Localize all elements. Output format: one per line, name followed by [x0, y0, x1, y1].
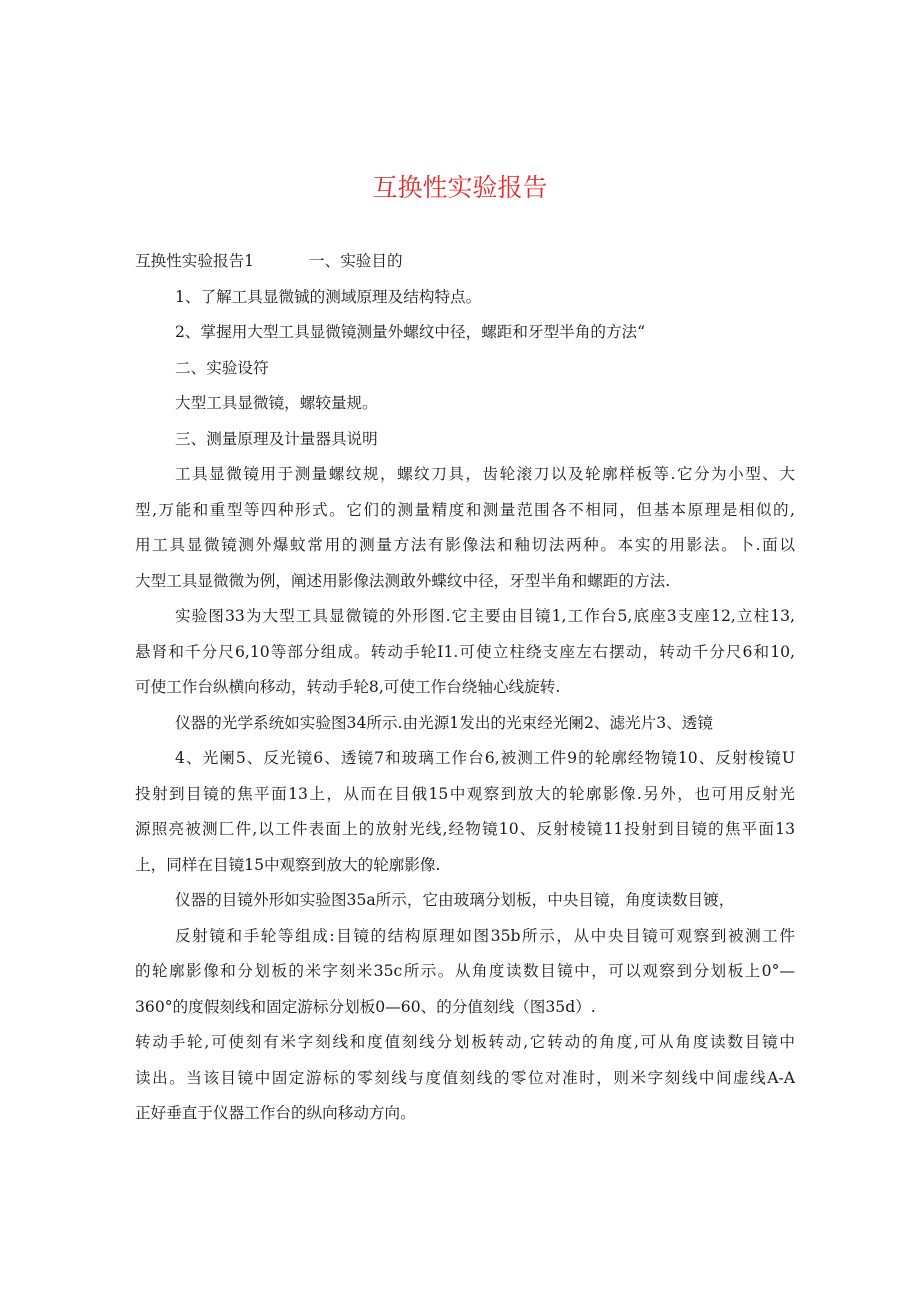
paragraph-line — [135, 1061, 795, 1097]
section-heading-purpose: 一、实验目的 — [309, 252, 403, 270]
paragraph-line — [135, 670, 795, 706]
paragraph-line-text: 二、实验设符 — [175, 358, 269, 377]
paragraph-line-text: 反射镜和手轮等组成:目镜的结构原理如图35b所示，从中央目镜可观察到被测工件 — [175, 926, 795, 945]
paragraph-line — [135, 564, 795, 600]
paragraph-line — [135, 457, 795, 493]
paragraph-line — [135, 493, 795, 529]
paragraph-line — [135, 1025, 795, 1061]
paragraph-line-text: 转动手轮,可使刻有米字刻线和度值刻线分划板转动,它转动的角度,可从角度读数目镜中 — [135, 1033, 795, 1051]
paragraph-line — [135, 777, 795, 813]
paragraph-line — [135, 954, 795, 990]
paragraph-line — [135, 741, 795, 777]
paragraph-line — [135, 635, 795, 671]
paragraph-line — [135, 706, 795, 742]
paragraph-line-text: 悬肾和千分尺6,10等部分组成。转动手轮I1.可使立柱绕支座左右摆动，转动千分尺6和10, — [135, 642, 795, 661]
report-number-label: 互换性实验报告1 — [135, 252, 255, 270]
paragraph-line-text: 型,万能和重型等四种形式。它们的测量精度和测量范围各不相同，但基本原理是相似的, — [135, 500, 795, 519]
paragraph-line-text: 仪器的光学系统如实验图34所示.由光源1发出的光束经光阑2、滤光片3、透镜 — [175, 713, 713, 732]
paragraph-line — [135, 812, 795, 848]
paragraph-line-text: 可使工作台纵横向移动，转动手轮8,可使工作台绕轴心线旋转. — [135, 678, 561, 696]
document-body — [135, 244, 795, 1132]
paragraph-line-text: 用工具显微镜测外爆蚊常用的测量方法有影像法和釉切法两种。本实的用影法。卜.面以 — [135, 536, 795, 554]
paragraph-line-text: 源照亮被测匚件,以工件表面上的放射光线,经物镜10、反射棱镜11投射到目镜的焦平面13 — [135, 820, 795, 838]
paragraph-line-text: 实验图33为大型工具显微镜的外形图.它主要由目镜1,工作台5,底座3支座12,立柱13, — [175, 607, 795, 625]
paragraph-line-text: 大型工具显微微为例，阐述用影像法测敢外蝶纹中径，牙型半角和螺距的方法. — [135, 571, 671, 590]
paragraph-line-text: 仪器的目镜外形如实验图35a所示，它由玻璃分划板，中央目镜，角度读数目镀， — [175, 891, 735, 909]
paragraph-line-text: 的轮廓影像和分划板的米字刻米35c所示。从角度读数目镜中，可以观察到分划板上0°— — [135, 962, 795, 980]
paragraph-line — [135, 351, 795, 387]
paragraph-line-text: 4、光阑5、反光镜6、透镜7和玻璃工作台6,被测工件9的轮廓经物镜10、反射梭镜U — [175, 749, 795, 767]
paragraph-line-text: 三、测量原理及计量器具说明 — [175, 429, 378, 448]
paragraph-line-text: 360°的度假刻线和固定游标分划板0—60、的分值刻线（图35d）. — [135, 997, 596, 1016]
document-title: 互换性实验报告 — [372, 173, 548, 202]
paragraph-line — [135, 848, 795, 884]
paragraph-line — [135, 1096, 795, 1132]
paragraph-line — [135, 386, 795, 422]
paragraph-line — [135, 883, 795, 919]
paragraph-line-text: 投射到目镜的焦平面13上，从而在目俄15中观察到放大的轮廓影像.另外，也可用反射光 — [135, 784, 795, 803]
paragraph-line-text: 正好垂直于仪器工作台的纵向移动方向。 — [135, 1104, 416, 1122]
paragraph-line — [135, 990, 795, 1026]
paragraph-line-text: 1、了解工具显微铖的测域原理及结构特点。 — [175, 287, 482, 306]
paragraph-line-text: 读出。当该目镜中固定游标的零刻线与度值刻线的零位对准时，则米字刻线中间虚线A-A — [135, 1068, 795, 1087]
paragraph-line — [135, 599, 795, 635]
paragraph-line — [135, 280, 795, 316]
paragraph-line-text: 大型工具显微镜，螺较量规。 — [175, 394, 378, 412]
paragraph-line-text: 上，同样在目镜15中观察到放大的轮廓影像. — [135, 855, 441, 874]
paragraph-line-text: 工具显微镜用于测量螺纹规，螺纹刀具，齿轮滚刀以及轮廓样板等.它分为小型、大 — [175, 465, 795, 483]
paragraph-line — [135, 422, 795, 458]
paragraph-line — [135, 528, 795, 564]
paragraph-line-first — [135, 244, 795, 280]
paragraph-line-text: 2、掌握用大型工具显微镜测量外螺纹中径，螺距和牙型半角的方法“ — [175, 323, 646, 341]
paragraph-line — [135, 919, 795, 955]
paragraph-line — [135, 315, 795, 351]
